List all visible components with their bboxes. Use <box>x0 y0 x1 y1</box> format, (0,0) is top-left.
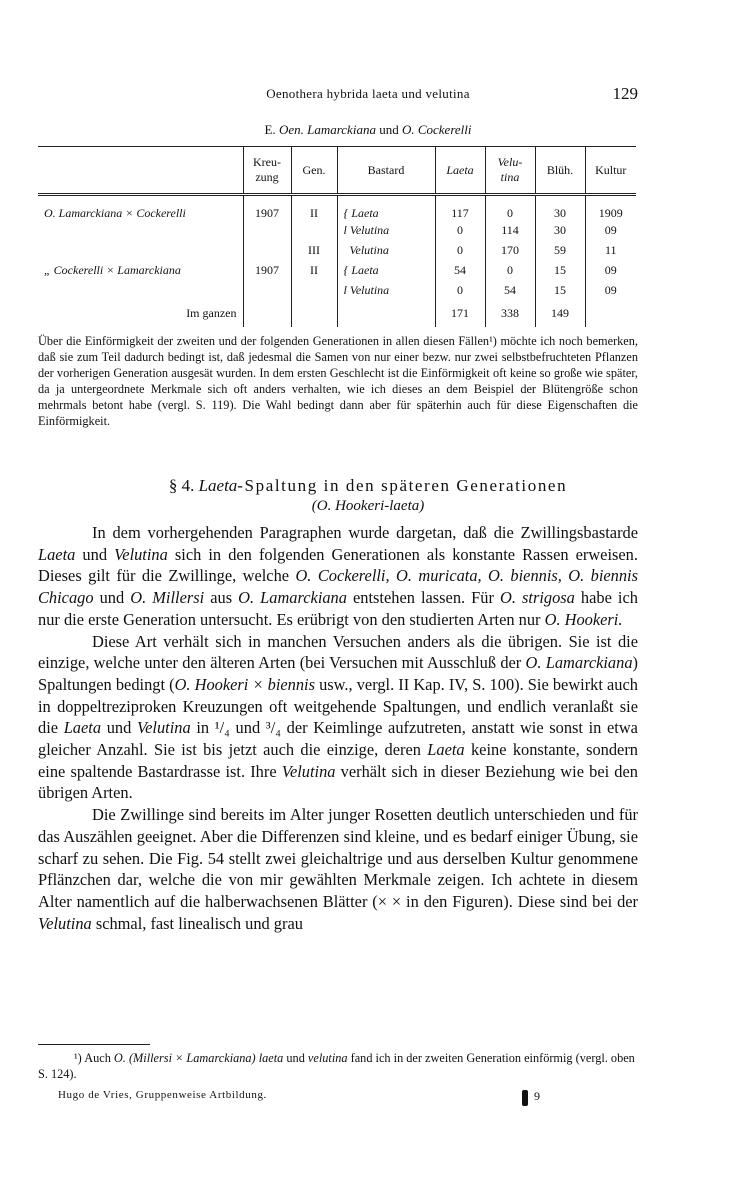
velutina-cell: 54 <box>485 281 535 301</box>
velutina-cell: 0 <box>485 195 535 221</box>
crossing-table <box>38 146 636 327</box>
bastard-cell: { Laeta <box>337 195 435 221</box>
blueh-cell: 15 <box>535 281 585 301</box>
gen-cell <box>291 221 337 241</box>
header-laeta: Laeta <box>435 147 485 195</box>
caption-species2: O. Cockerelli <box>401 122 472 137</box>
gen-cell: III <box>291 241 337 261</box>
kultur-cell: 09 <box>585 261 636 281</box>
total-velutina: 338 <box>485 301 535 327</box>
cross-cell: O. Lamarckiana × Cockerelli <box>44 205 186 220</box>
year-cell <box>243 221 291 241</box>
caption-and: und <box>379 122 399 137</box>
total-blueh: 149 <box>535 301 585 327</box>
year-cell: 1907 <box>243 195 291 221</box>
header-velutina: Velu- tina <box>485 147 535 195</box>
paragraph: In dem vorhergehenden Paragraphen wurde dargetan, daß die Zwillingsbastarde Laeta und Velutina sich in den folgenden Generationen als konstante Rassen erweisen. Dieses gilt für die Zwillinge, welche O. Cockerelli, O. muricata, O. biennis, O. biennis Chicago und O. Millersi aus O. Lamarckiana entstehen lassen. Für O. strigosa habe ich nur die erste Generation untersucht. Es erübrigt von den studierten Arten nur O. Hookeri. <box>38 523 638 629</box>
blueh-cell: 30 <box>535 195 585 221</box>
header-kreuzung: Kreu- zung <box>243 147 291 195</box>
paragraph: Die Zwillinge sind bereits im Alter junger Rosetten deutlich unterschieden und für das Auszählen geeignet. Aber die Differenzen sind kleine, und es bedarf einiger Übung, sie scharf zu sehen. Die Fig. 54 stellt zwei gleichaltrige und aus derselben Kultur genommene Pflänzchen dar, welche die von mir gewählten Merkmale zeigen. Ich achtete in diesem Alter namentlich auf die halberwachsenen Blätter (× × in den Figuren). Diese sind bei der Velutina schmal, fast linealisch und grau <box>38 805 638 933</box>
footnote: ¹) Auch O. (Millersi × Lamarckiana) laeta und velutina fand ich in der zweiten Generation einförmig (vergl. oben S. 124). <box>38 1051 635 1081</box>
gen-cell: II <box>291 261 337 281</box>
paragraph: Diese Art verhält sich in manchen Versuchen anders als die übrigen. Sie ist die einzige, welche unter den älteren Arten (bei Versuchen mit Ausschluß der O. Lamarckiana) Spaltungen bedingt (O. Hookeri × biennis usw., vergl. II Kap. IV, S. 100). Sie bewirkt auch in doppeltreziproken Kreuzungen oft weitgehende Spaltungen, und endlich veranlaßt sie die Laeta und Velutina in ¹/₄ und ³/₄ der Keimlinge aufzutreten, anstatt wie sonst in etwa gleicher Anzahl. Sie ist bis jetzt auch die einzige, deren Laeta keine konstante, sondern eine spaltende Bastardrasse ist. Ihre Velutina verhält sich in dieser Beziehung wie bei den übrigen Arten. <box>38 631 638 803</box>
bastard-cell: l Velutina <box>337 281 435 301</box>
velutina-cell: 0 <box>485 261 535 281</box>
kultur-cell: 11 <box>585 241 636 261</box>
running-head: Oenothera hybrida laeta und velutina <box>266 86 470 101</box>
total-blank <box>243 301 291 327</box>
sheet-number: 9 <box>534 1089 540 1103</box>
bastard-cell: { Laeta <box>337 261 435 281</box>
bastard-cell: l Velutina <box>337 221 435 241</box>
kultur-cell: 09 <box>585 281 636 301</box>
velutina-cell: 170 <box>485 241 535 261</box>
section-title-italic: Laeta <box>198 476 238 495</box>
velutina-cell: 114 <box>485 221 535 241</box>
section-heading <box>0 476 736 496</box>
table-row <box>38 241 636 261</box>
signature-mark <box>522 1090 528 1106</box>
table-header-row <box>38 147 636 195</box>
page-number: 129 <box>612 84 638 103</box>
kultur-cell: 1909 <box>585 195 636 221</box>
cross-cell <box>38 241 243 261</box>
body-text <box>38 522 638 934</box>
section-number: § 4. <box>168 476 195 495</box>
year-cell <box>243 281 291 301</box>
gen-cell <box>291 281 337 301</box>
cross-cell <box>38 221 243 241</box>
laeta-cell: 0 <box>435 241 485 261</box>
table-row <box>38 261 636 281</box>
year-cell <box>243 241 291 261</box>
footnote-marker: ¹) <box>74 1051 82 1065</box>
laeta-cell: 0 <box>435 281 485 301</box>
total-label: Im ganzen <box>186 306 237 320</box>
total-blank <box>337 301 435 327</box>
header-gen: Gen. <box>291 147 337 195</box>
table-row <box>38 195 636 221</box>
blueh-cell: 59 <box>535 241 585 261</box>
signature-line: Hugo de Vries, Gruppenweise Artbildung. <box>58 1089 267 1101</box>
header-blank <box>38 147 243 195</box>
section-subtitle: (O. Hookeri-laeta) <box>311 498 425 514</box>
header-blueh: Blüh. <box>535 147 585 195</box>
laeta-cell: 54 <box>435 261 485 281</box>
section-title: -Spaltung in den späteren Generationen <box>237 476 568 495</box>
table-row <box>38 221 636 241</box>
blueh-cell: 15 <box>535 261 585 281</box>
total-blank <box>585 301 636 327</box>
caption-species: Oen. Lamarckiana <box>278 122 376 137</box>
cross-cell: „ Cockerelli × Lamarckiana <box>44 263 181 277</box>
caption-prefix: E. <box>264 122 276 137</box>
header-kultur: Kultur <box>585 147 636 195</box>
table-caption <box>0 122 736 138</box>
laeta-cell: 0 <box>435 221 485 241</box>
table-row <box>38 281 636 301</box>
total-blank <box>291 301 337 327</box>
cross-cell <box>38 281 243 301</box>
year-cell: 1907 <box>243 261 291 281</box>
footnote-rule <box>38 1044 150 1045</box>
blueh-cell: 30 <box>535 221 585 241</box>
total-laeta: 171 <box>435 301 485 327</box>
total-row <box>38 301 636 327</box>
bastard-cell: Velutina <box>337 241 435 261</box>
gen-cell: II <box>291 195 337 221</box>
intro-paragraph: Über die Einförmigkeit der zweiten und der folgenden Generationen in allen diesen Fällen¹) möchte ich noch bemerken, daß sie zum Teil dadurch bedingt ist, daß jedesmal die Samen von nur einer bezw. nur zwei selbstbefruchteten Pflanzen der vorherigen Generation ausgesät wurden. In dem ersten Geschlecht ist die Einförmigkeit oft keine so große wie später, da ja untergeordnete Merkmale sich oft anders verhalten, wie ich dieses an dem Beispiel der Blütengröße schon mehrmals betont habe (vergl. S. 119). Die Wahl bedingt dann aber für späterhin auch für diese Eigenschaften die Einförmigkeit. <box>38 334 638 428</box>
header-bastard: Bastard <box>337 147 435 195</box>
laeta-cell: 117 <box>435 195 485 221</box>
kultur-cell: 09 <box>585 221 636 241</box>
